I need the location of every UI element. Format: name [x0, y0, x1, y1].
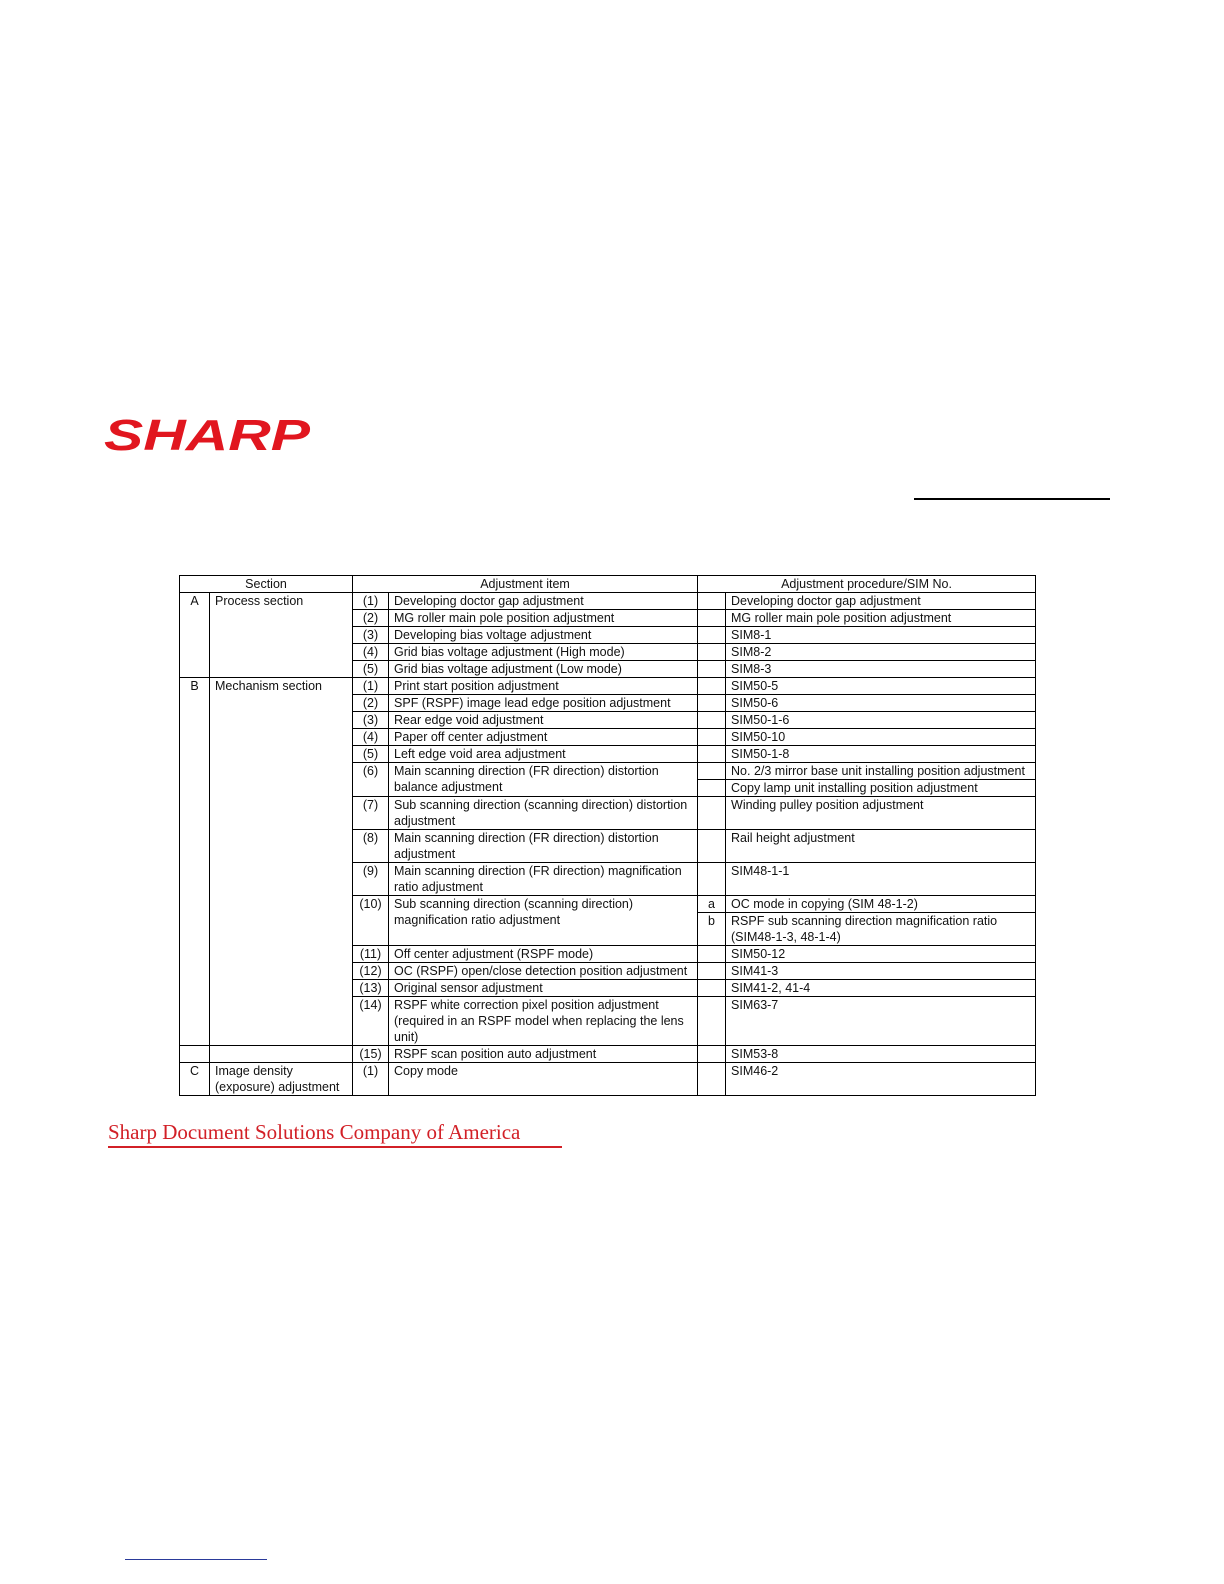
sub-label-b: b — [698, 913, 726, 946]
item-number: (11) — [353, 946, 389, 963]
table-header-row — [180, 576, 1036, 593]
table-row — [180, 593, 1036, 610]
bottom-rule — [125, 1559, 267, 1560]
sub-label — [698, 746, 726, 763]
procedure: SIM41-3 — [726, 963, 1036, 980]
item-number: (15) — [353, 1046, 389, 1063]
section-name: Image density (exposure) adjustment — [210, 1063, 353, 1096]
sub-label — [698, 963, 726, 980]
sub-label — [698, 1063, 726, 1096]
item-number: (7) — [353, 797, 389, 830]
adjustment-item: Copy mode — [389, 1063, 698, 1096]
item-number: (4) — [353, 644, 389, 661]
sub-label — [698, 997, 726, 1046]
adjustment-item: Grid bias voltage adjustment (Low mode) — [389, 661, 698, 678]
sharp-logo-text: SHARP — [104, 414, 311, 456]
procedure: SIM8-2 — [726, 644, 1036, 661]
item-number: (1) — [353, 593, 389, 610]
adjustment-item: RSPF white correction pixel position adjustment (required in an RSPF model when replacing the lens unit) — [389, 997, 698, 1046]
procedure: SIM63-7 — [726, 997, 1036, 1046]
adjustment-item: Rear edge void adjustment — [389, 712, 698, 729]
procedure: SIM48-1-1 — [726, 863, 1036, 896]
procedure: SIM46-2 — [726, 1063, 1036, 1096]
procedure: SIM50-5 — [726, 678, 1036, 695]
procedure: RSPF sub scanning direction magnification ratio (SIM48-1-3, 48-1-4) — [726, 913, 1036, 946]
item-number: (6) — [353, 763, 389, 797]
adjustment-item: Original sensor adjustment — [389, 980, 698, 997]
adjustment-item: OC (RSPF) open/close detection position adjustment — [389, 963, 698, 980]
sharp-logo-icon — [104, 414, 314, 456]
item-number: (10) — [353, 896, 389, 946]
item-number: (13) — [353, 980, 389, 997]
item-number: (3) — [353, 627, 389, 644]
header-adjustment-procedure: Adjustment procedure/SIM No. — [698, 576, 1036, 593]
item-number: (5) — [353, 661, 389, 678]
procedure: Developing doctor gap adjustment — [726, 593, 1036, 610]
procedure: Winding pulley position adjustment — [726, 797, 1036, 830]
header-rule — [914, 498, 1110, 500]
table-row — [180, 1046, 1036, 1063]
procedure: SIM41-2, 41-4 — [726, 980, 1036, 997]
procedure: SIM50-10 — [726, 729, 1036, 746]
procedure: SIM53-8 — [726, 1046, 1036, 1063]
sub-label — [698, 863, 726, 896]
table-row — [180, 1063, 1036, 1096]
procedure: SIM8-1 — [726, 627, 1036, 644]
item-number: (2) — [353, 695, 389, 712]
adjustment-item: Developing doctor gap adjustment — [389, 593, 698, 610]
adjustment-item: Main scanning direction (FR direction) distortion balance adjustment — [389, 763, 698, 797]
sub-label — [698, 678, 726, 695]
sub-label — [698, 763, 726, 780]
item-number: (1) — [353, 678, 389, 695]
sub-label — [698, 593, 726, 610]
sub-label — [698, 729, 726, 746]
procedure: Rail height adjustment — [726, 830, 1036, 863]
item-number: (8) — [353, 830, 389, 863]
table-row — [180, 678, 1036, 695]
adjustment-item: Left edge void area adjustment — [389, 746, 698, 763]
adjustment-item: Paper off center adjustment — [389, 729, 698, 746]
header-section: Section — [180, 576, 353, 593]
sub-label-a: a — [698, 896, 726, 913]
sub-label — [698, 830, 726, 863]
item-number: (2) — [353, 610, 389, 627]
section-name: Mechanism section — [210, 678, 353, 1046]
sub-label — [698, 946, 726, 963]
sub-label — [698, 780, 726, 797]
procedure: No. 2/3 mirror base unit installing position adjustment — [726, 763, 1036, 780]
sub-label — [698, 610, 726, 627]
section-name — [210, 1046, 353, 1063]
procedure: SIM50-1-8 — [726, 746, 1036, 763]
sub-label — [698, 644, 726, 661]
item-number: (4) — [353, 729, 389, 746]
item-number: (9) — [353, 863, 389, 896]
section-name: Process section — [210, 593, 353, 678]
sharp-logo — [104, 414, 314, 456]
adjustment-item: Main scanning direction (FR direction) magnification ratio adjustment — [389, 863, 698, 896]
adjustment-item: Print start position adjustment — [389, 678, 698, 695]
sub-label — [698, 627, 726, 644]
procedure: MG roller main pole position adjustment — [726, 610, 1036, 627]
adjustment-table — [179, 575, 1036, 1096]
procedure: Copy lamp unit installing position adjustment — [726, 780, 1036, 797]
adjustment-item: Sub scanning direction (scanning direction) magnification ratio adjustment — [389, 896, 698, 946]
procedure: SIM50-6 — [726, 695, 1036, 712]
adjustment-item: RSPF scan position auto adjustment — [389, 1046, 698, 1063]
procedure: OC mode in copying (SIM 48-1-2) — [726, 896, 1036, 913]
adjustment-item: Main scanning direction (FR direction) distortion adjustment — [389, 830, 698, 863]
item-number: (12) — [353, 963, 389, 980]
adjustment-item: Sub scanning direction (scanning direction) distortion adjustment — [389, 797, 698, 830]
procedure: SIM50-12 — [726, 946, 1036, 963]
sub-label — [698, 1046, 726, 1063]
section-letter: B — [180, 678, 210, 1046]
footer-company-name: Sharp Document Solutions Company of America — [108, 1120, 521, 1144]
item-number: (14) — [353, 997, 389, 1046]
sub-label — [698, 695, 726, 712]
adjustment-item: MG roller main pole position adjustment — [389, 610, 698, 627]
sub-label — [698, 712, 726, 729]
item-number: (3) — [353, 712, 389, 729]
section-letter: C — [180, 1063, 210, 1096]
sub-label — [698, 661, 726, 678]
sub-label — [698, 980, 726, 997]
procedure: SIM8-3 — [726, 661, 1036, 678]
sub-label — [698, 797, 726, 830]
section-letter: A — [180, 593, 210, 678]
adjustment-item: Grid bias voltage adjustment (High mode) — [389, 644, 698, 661]
header-adjustment-item: Adjustment item — [353, 576, 698, 593]
footer-rule — [108, 1146, 562, 1148]
section-letter — [180, 1046, 210, 1063]
adjustment-item: Off center adjustment (RSPF mode) — [389, 946, 698, 963]
item-number: (5) — [353, 746, 389, 763]
adjustment-item: SPF (RSPF) image lead edge position adjustment — [389, 695, 698, 712]
item-number: (1) — [353, 1063, 389, 1096]
adjustment-item: Developing bias voltage adjustment — [389, 627, 698, 644]
procedure: SIM50-1-6 — [726, 712, 1036, 729]
